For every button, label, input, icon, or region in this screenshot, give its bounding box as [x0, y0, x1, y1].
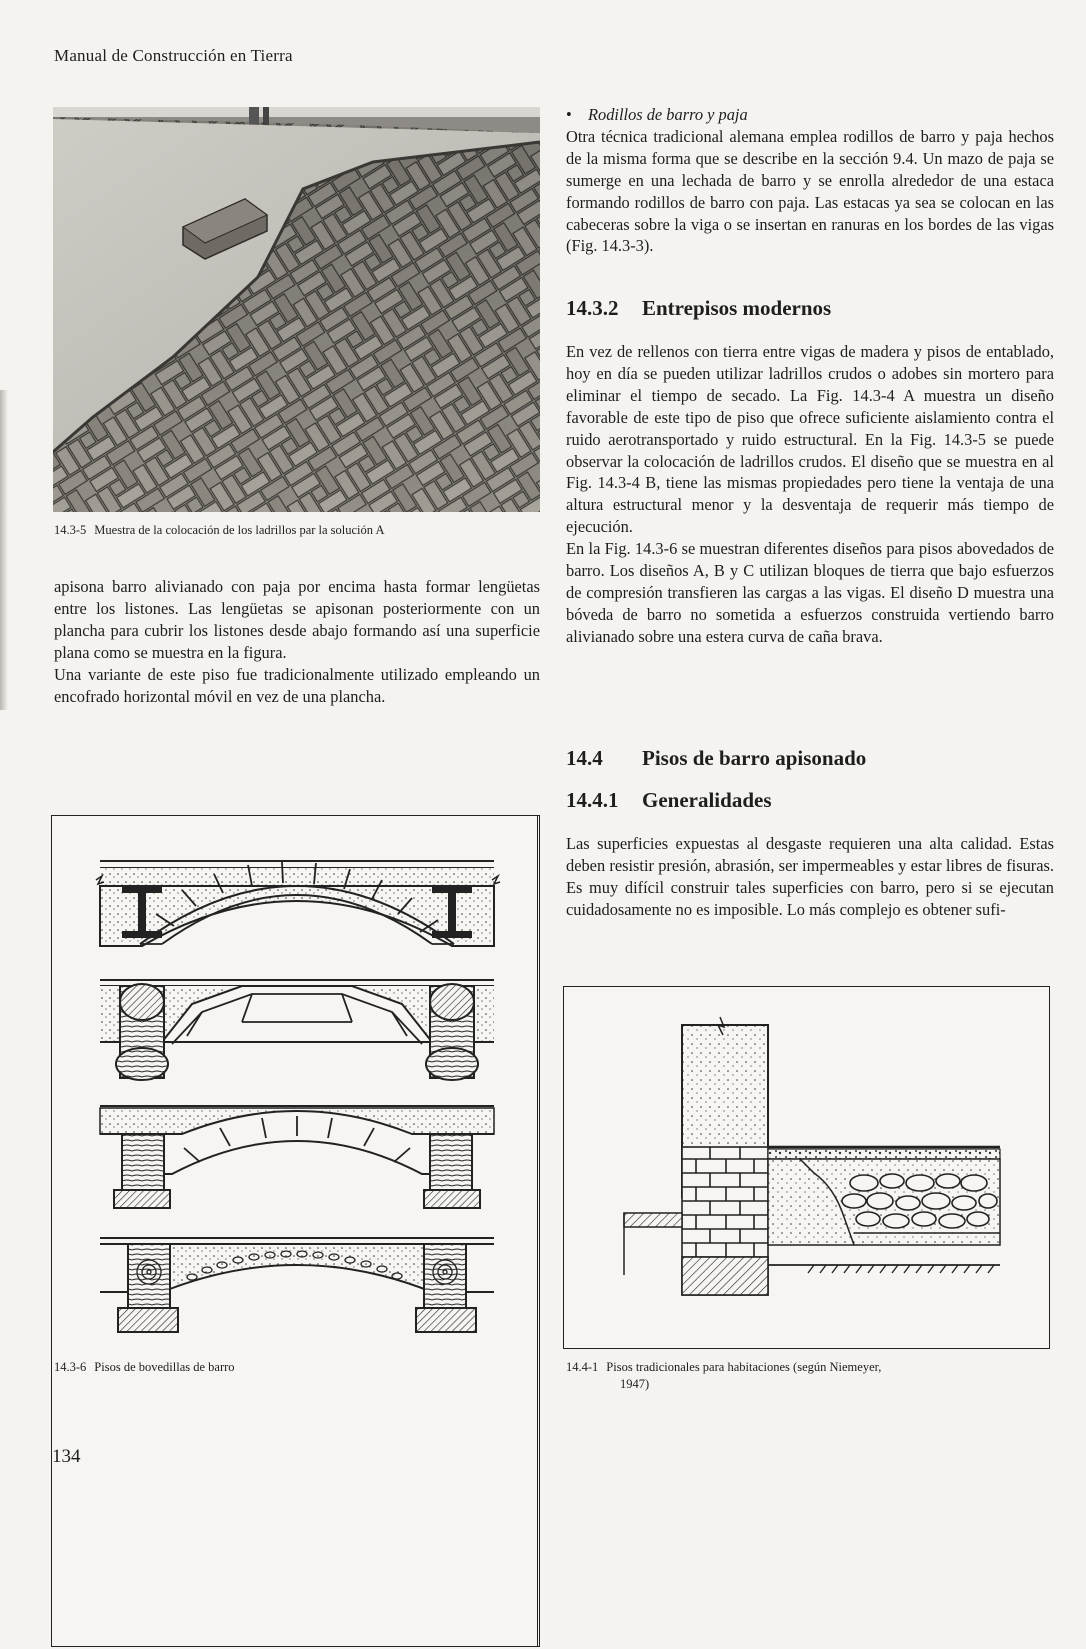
fig-caption-text: Pisos tradicionales para habitaciones (según Niemeyer,	[606, 1360, 882, 1374]
design-b	[100, 980, 494, 1080]
right-column-top	[566, 104, 1054, 257]
bullet-paragraph: Otra técnica tradicional alemana emplea rodillos de barro y paja hechos de la misma forma que se describe en la sección 9.4. Un mazo de paja se sumerge en una lechada de barro y se enrolla alrededor de una estaca formando rodillos de barro con paja. Las estacas ya sea se colocan en las cabeceras sobre la viga o se insertan en ranuras en los bordes de las vigas (Fig. 14.3-3).	[566, 126, 1054, 256]
fig-number: 14.3-5	[54, 523, 87, 537]
heading-14-3-2	[566, 296, 831, 321]
section-number: 14.4.1	[566, 788, 619, 812]
section-number: 14.4	[566, 746, 603, 770]
vault-figure-border	[51, 815, 538, 1647]
section-title: Pisos de barro apisonado	[642, 746, 867, 770]
design-a	[96, 861, 500, 946]
figure-floor-section	[563, 986, 1050, 1349]
binding-edge-shadow	[0, 390, 8, 710]
section-title: Entrepisos modernos	[642, 296, 832, 320]
fig-caption-text: Pisos de bovedillas de barro	[94, 1360, 235, 1374]
fig-caption-text-2: 1947)	[620, 1377, 650, 1391]
section-title: Generalidades	[642, 788, 772, 812]
fig-number: 14.4-1	[566, 1360, 599, 1374]
fig-caption-text: Muestra de la colocación de los ladrillos par la solución A	[94, 523, 385, 537]
fig-number: 14.3-6	[54, 1360, 87, 1374]
section-number: 14.3.2	[566, 296, 619, 320]
fig-14-3-5-caption	[54, 522, 385, 539]
fig-14-4-1-caption	[566, 1359, 1036, 1393]
photo-brick-floor	[53, 107, 540, 512]
running-title: Manual de Construcción en Tierra	[54, 46, 293, 65]
paragraph: Una variante de este piso fue tradicionalmente utilizado empleando un encofrado horizontal móvil en vez de una plancha.	[54, 664, 540, 706]
left-column-text	[54, 576, 540, 707]
bullet-icon: •	[566, 105, 572, 124]
heading-14-4-1	[566, 788, 772, 813]
page-number: 134	[52, 1446, 81, 1467]
paragraph: apisona barro alivianado con paja por encima hasta formar lengüetas entre los listones. Las lengüetas se apisonan posteriormente con un plancha para cubrir los listones desde abajo formando así una superficie plana como se muestra en la figura.	[54, 577, 540, 662]
section-14-4-1-body	[566, 833, 1054, 921]
design-c	[100, 1106, 494, 1208]
paragraph: En la Fig. 14.3-6 se muestran diferentes diseños para pisos abovedados de barro. Los diseños A, B y C utilizan bloques de tierra que bajo esfuerzos de compresión transfieren las cargas a las vigas. El diseño D muestra una bóveda de barro no sometida a esfuerzos construida vertiendo barro alivianado sobre una estera curva de caña brava.	[566, 539, 1054, 646]
section-14-3-2-body	[566, 341, 1054, 648]
bullet-title: Rodillos de barro y paja	[588, 105, 748, 124]
fig-14-3-6-caption	[54, 1359, 235, 1376]
paragraph: Las superficies expuestas al desgaste requieren una alta calidad. Estas deben resistir presión, abrasión, ser impermeables y estar libres de fisuras. Es muy difícil construir tales superficies con barro, pero si se ejecutan cuidadosamente no es imposible. Lo más complejo es obtener sufi-	[566, 834, 1054, 919]
paragraph: En vez de rellenos con tierra entre vigas de madera y pisos de entablado, hoy en día se pueden utilizar ladrillos crudos o adobes sin mortero para eliminar el tiempo de secado. La Fig. 14.3-4 A muestra un diseño favorable de este tipo de piso que ofrece suficiente aislamiento contra el ruido aerotransportado y ruido estructural. En la Fig. 14.3-5 se puede observar la colocación de ladrillos crudos. El diseño que se muestra en al Fig. 14.3-4 B, tiene las mismas propiedades pero tiene la ventaja de una altura estructural menor y la desventaja de requerir más tiempo de ejecución.	[566, 342, 1054, 537]
design-d	[100, 1238, 494, 1332]
bullet-title-line	[566, 104, 1054, 126]
heading-14-4	[566, 746, 866, 771]
